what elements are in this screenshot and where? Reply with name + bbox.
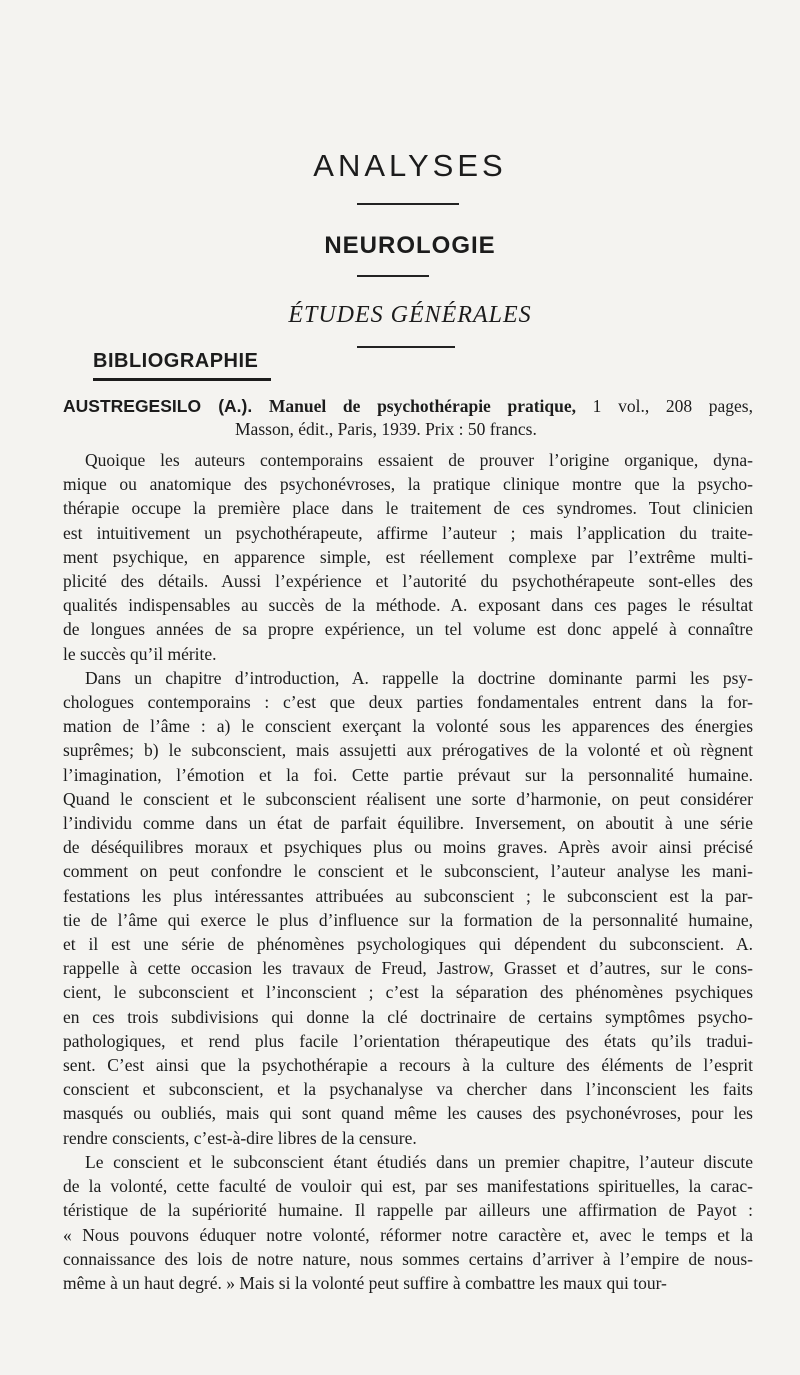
text-line: comment on peut confondre le conscient et le subconscient, l’auteur analyse les mani- [63,861,753,882]
text-line: pathologiques, et rend plus facile l’orientation thérapeutique des états qu’ils tradui- [63,1030,753,1051]
article-body [63,448,753,1295]
heading-etudes-generales: ÉTUDES GÉNÉRALES [288,302,532,328]
reference-initial: (A.). [201,396,253,416]
text-line: sent. C’est ainsi que la psychothérapie a recours à la culture des éléments de l’esprit [63,1055,753,1076]
reference-title: Manuel de psychothérapie pratique, [252,396,577,416]
text-line: masqués ou oubliés, mais qui sont quand même les causes des psychonévroses, pour les [63,1103,753,1124]
text-line: ment psychique, en apparence simple, est réellement complexe par l’extrême multi- [63,546,753,567]
text-line: suprêmes; b) le subconscient, mais assujetti aux prérogatives de la volonté et où règnent [63,740,753,761]
heading-analyses: ANALYSES [313,148,507,183]
text-line: rappelle à cette occasion les travaux de Freud, Jastrow, Grasset et d’autres, sur le cons- [63,958,753,979]
text-line: chologues contemporains : c’est que deux parties fondamentales entrent dans la for- [63,692,753,713]
text-line: connaissance des lois de notre nature, nous sommes certains d’arriver à l’empire de nous- [63,1248,753,1269]
text-line: le succès qu’il mérite. [63,643,217,664]
text-line: téristique de la supériorité humaine. Il rappelle par ailleurs une affirmation de Payot : [63,1200,753,1221]
text-line: Le conscient et le subconscient étant étudiés dans un premier chapitre, l’auteur discute [85,1151,753,1172]
text-line: cient, le subconscient et l’inconscient ; c’est la séparation des phénomènes psychiques [63,982,753,1003]
reference-author: AUSTREGESILO [63,396,202,416]
text-line: mique ou anatomique des psychonévroses, la pratique clinique montre que la psycho- [63,474,753,495]
text-line: l’imagination, l’émotion et la foi. Cette partie prévaut sur la personnalité humaine. [63,764,753,785]
paragraph [63,666,753,1150]
text-line: conscient et subconscient, et la psychanalyse va chercher dans l’inconscient les faits [63,1079,753,1100]
text-line: qualités indispensables au succès de la méthode. A. exposant dans ces pages le résultat [63,595,753,616]
text-line: l’individu comme dans un état de parfait équilibre. Inversement, on aboutit à une série [63,813,753,834]
heading-neurologie: NEUROLOGIE [324,232,496,259]
text-line: plicité des détails. Aussi l’expérience et l’autorité du psychothérapeute sont-elles des [63,571,753,592]
text-line: de longues années de sa propre expérience, un tel volume est donc appelé à connaître [63,619,753,640]
text-line: de la volonté, cette faculté de vouloir qui est, par ses manifestations spirituelles, la carac- [63,1176,753,1197]
text-line: rendre conscients, c’est-à-dire libres de la censure. [63,1127,417,1148]
text-line: mation de l’âme : a) le conscient exerçant la volonté sous les apparences des énergies [63,716,753,737]
reference-entry [63,395,753,441]
bibliography-underline [93,378,271,381]
divider-rule [357,275,429,277]
text-line: thérapie occupe la première place dans le traitement de ces syndromes. Tout clinicien [63,498,753,519]
text-line: Quand le conscient et le subconscient réalisent une sorte d’harmonie, on peut considérer [63,788,753,809]
reference-details: 1 vol., 208 pages, [576,396,753,416]
divider-rule [357,346,455,348]
text-line: Dans un chapitre d’introduction, A. rappelle la doctrine dominante parmi les psy- [85,667,753,688]
paragraph [63,448,753,666]
paragraph [63,1150,753,1295]
reference-publisher: Masson, édit., Paris, 1939. Prix : 50 francs. [235,419,537,439]
text-line: festations les plus intéressantes attribuées au subconscient ; le subconscient est la par- [63,885,753,906]
text-line: « Nous pouvons éduquer notre volonté, réformer notre caractère et, avec le temps et la [63,1224,753,1245]
text-line: est intuitivement un psychothérapeute, affirme l’auteur ; mais l’application du traite- [63,522,753,543]
text-line: Quoique les auteurs contemporains essaient de prouver l’origine organique, dyna- [85,450,753,470]
bibliography-label: BIBLIOGRAPHIE [93,350,259,372]
divider-rule [357,203,459,205]
text-line: même à un haut degré. » Mais si la volonté peut suffire à combattre les maux qui tour- [63,1272,667,1293]
text-line: tie de l’âme qui exerce le plus d’influence sur la formation de la personnalité humaine, [63,909,753,930]
text-line: et il est une série de phénomènes psychologiques qui dépendent du subconscient. A. [63,934,753,955]
text-line: de déséquilibres moraux et psychiques plus ou moins graves. Après avoir ainsi précisé [63,837,753,858]
text-line: en ces trois subdivisions qui donne la clé doctrinaire de certains symptômes psycho- [63,1006,753,1027]
